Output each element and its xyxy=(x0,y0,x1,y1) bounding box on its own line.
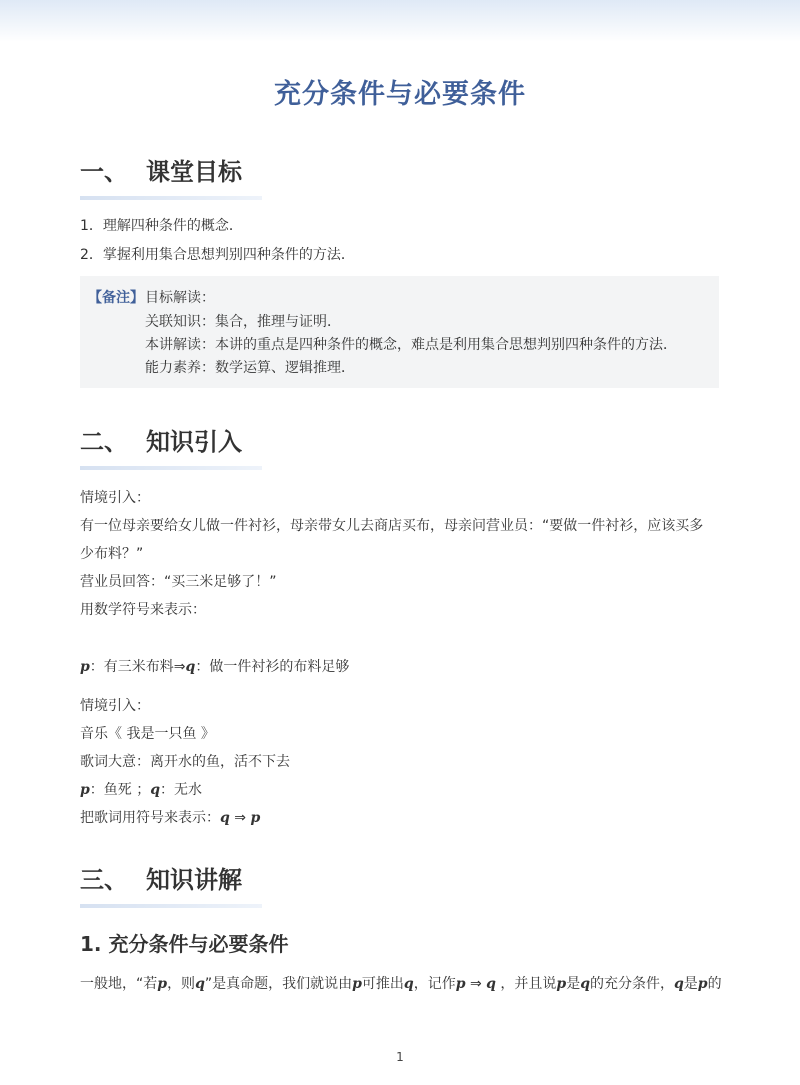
para-text: 一般地，“若 xyxy=(80,976,158,992)
text-line: 情境引入： xyxy=(80,490,150,506)
section-underline xyxy=(80,466,262,470)
text-line: 歌词大意：离开水的鱼，活不下去 xyxy=(80,754,290,770)
text-line: 情境引入： xyxy=(80,698,150,714)
math-var-q: q xyxy=(220,810,230,826)
implies-arrow: ⇒ xyxy=(465,976,487,992)
formula-line xyxy=(80,657,349,677)
para-text: 的 xyxy=(707,976,722,992)
goal-item: 1．理解四种条件的概念． xyxy=(80,218,243,234)
section-heading-1 xyxy=(80,156,242,188)
para-text: 是 xyxy=(683,976,698,992)
formula-text: ：有三米布料⇒ xyxy=(89,659,186,675)
math-var-p: p xyxy=(352,976,362,992)
section-underline xyxy=(80,904,262,908)
math-var-q: q xyxy=(403,976,414,992)
formula-line xyxy=(80,780,202,800)
para-text: 的充分条件， xyxy=(590,976,674,992)
page-number: 1 xyxy=(396,1050,404,1064)
math-var-p: p xyxy=(250,810,261,826)
formula-line xyxy=(80,808,260,828)
section-heading-3 xyxy=(80,864,242,896)
math-var-q: q xyxy=(150,782,161,798)
section-title: 知识讲解 xyxy=(146,866,242,894)
math-var-p: p xyxy=(556,976,567,992)
section-title: 知识引入 xyxy=(146,428,242,456)
note-line: 目标解读： xyxy=(145,290,215,306)
math-var-p: p xyxy=(157,976,168,992)
math-var-p: p xyxy=(697,976,708,992)
para-text: 可推出 xyxy=(361,976,404,992)
math-var-p: p xyxy=(80,659,90,675)
note-tag: 【备注】 xyxy=(88,290,144,306)
math-var-q: q xyxy=(486,976,496,992)
text-line: 音乐《 我是一只鱼 》 xyxy=(80,726,215,742)
section-number: 二、 xyxy=(80,428,128,456)
section-heading-2 xyxy=(80,426,242,458)
formula-text: ：无水 xyxy=(160,782,203,798)
math-var-p: p xyxy=(455,976,466,992)
math-var-q: q xyxy=(185,659,196,675)
section-underline xyxy=(80,196,262,200)
formula-text: ：鱼死 ； xyxy=(89,782,151,798)
para-text: 是 xyxy=(566,976,581,992)
math-var-q: q xyxy=(195,976,205,992)
para-text: ，并且说 xyxy=(495,976,557,992)
text-line: 用数学符号来表示： xyxy=(80,602,206,618)
header-band xyxy=(0,0,800,42)
math-var-p: p xyxy=(80,782,90,798)
goal-item: 2．掌握利用集合思想判别四种条件的方法． xyxy=(80,247,355,263)
math-var-q: q xyxy=(674,976,684,992)
note-line: 本讲解读：本讲的重点是四种条件的概念，难点是利用集合思想判别四种条件的方法． xyxy=(145,337,677,353)
section-number: 三、 xyxy=(80,866,128,894)
text-line: 有一位母亲要给女儿做一件衬衫，母亲带女儿去商店买布，母亲问营业员：“要做一件衬衫，应该买多 xyxy=(80,518,704,534)
subsection-heading: 1. 充分条件与必要条件 xyxy=(80,932,289,956)
para-text: ”是真命题，我们就说由 xyxy=(204,976,353,992)
section-number: 一、 xyxy=(80,158,128,186)
text-line: 营业员回答：“买三米足够了！” xyxy=(80,574,277,590)
note-line: 关联知识：集合，推理与证明． xyxy=(145,314,341,330)
formula-text: 把歌词用符号来表示： xyxy=(80,810,220,826)
section-title: 课堂目标 xyxy=(146,158,242,186)
math-var-q: q xyxy=(580,976,590,992)
formula-text: ：做一件衬衫的布料足够 xyxy=(195,659,350,675)
implies-arrow: ⇒ xyxy=(229,810,251,826)
note-line: 能力素养：数学运算、逻辑推理． xyxy=(145,360,355,376)
para-text: ，记作 xyxy=(413,976,456,992)
page-title: 充分条件与必要条件 xyxy=(274,79,526,110)
definition-paragraph xyxy=(80,974,722,994)
text-line: 少布料？” xyxy=(80,546,144,562)
para-text: ，则 xyxy=(167,976,196,992)
